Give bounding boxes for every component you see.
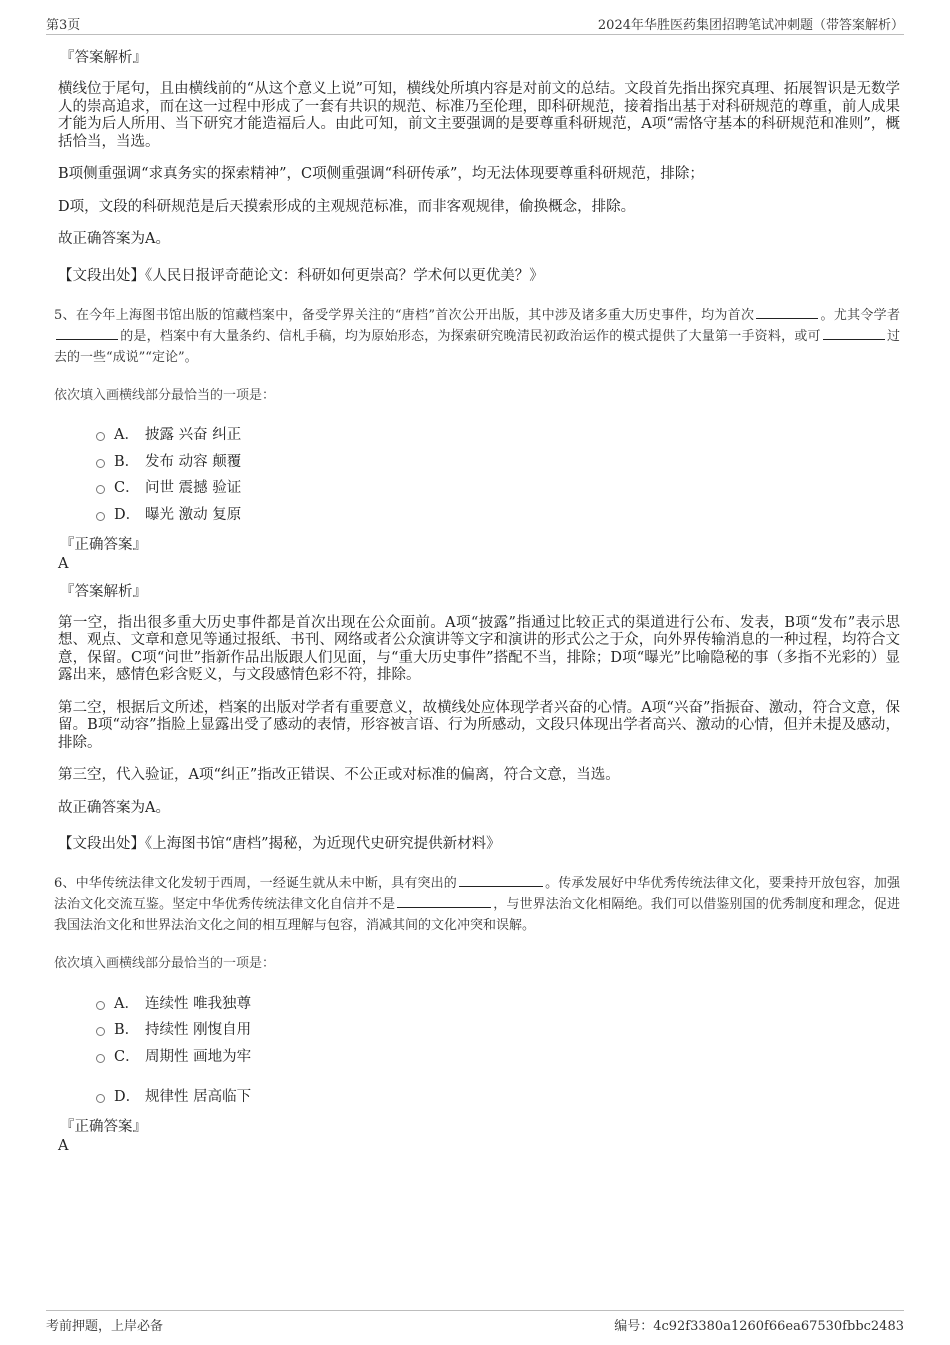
radio-icon[interactable]: [96, 459, 105, 468]
option-text: 周期性 画地为牢: [145, 1048, 252, 1065]
option-letter: A．: [114, 427, 139, 444]
page-footer: [46, 1310, 904, 1334]
correct-answer-label: 『正确答案』: [60, 1119, 147, 1135]
analysis-conclusion: 故正确答案为A。: [58, 231, 170, 247]
analysis-label: 『答案解析』: [60, 583, 147, 600]
option-text: 发布 动容 颠覆: [145, 453, 242, 470]
option-text: 连续性 唯我独尊: [145, 995, 252, 1012]
stem-text: ，与世界法治文化相隔绝。我们可以借鉴别国的优秀制度和理念，促进我国法治文化和世界法治文化之间的相互理解与包容，消减其间的文化冲突和误解。: [54, 897, 900, 933]
option-text: 问世 震撼 验证: [145, 480, 242, 497]
analysis-paragraph: D项，文段的科研规范是后天摸索形成的主观规范标准，而非客观规律，偷换概念，排除。: [58, 198, 636, 215]
fill-blank: [397, 895, 491, 908]
fill-blank: [459, 874, 543, 887]
analysis-paragraph: 横线位于尾句，且由横线前的“从这个意义上说”可知，横线处所填内容是对前文的总结。文段首先指出探究真理、拓展智识是无数学人的崇高追求，而在这一过程中形成了一套有共识的规范、标准乃至伦理，即科研规范，接着指出基于对科研规范的尊重，前人成果才能为后人所用、当下研究才能造福后人。由此可知，前文主要强调的是要尊重科研规范，A项“需恪守基本的科研规范和准则”，概括恰当，当选。: [58, 81, 900, 150]
question-6-stem: [54, 873, 900, 936]
radio-icon[interactable]: [96, 1054, 105, 1063]
option-a[interactable]: [96, 421, 900, 448]
footer-slogan: 考前押题，上岸必备: [46, 1319, 164, 1334]
option-text: 规律性 居高临下: [145, 1089, 252, 1106]
fill-blank: [823, 327, 885, 340]
correct-answer: A: [58, 555, 69, 572]
analysis-paragraph: 第三空，代入验证，A项“纠正”指改正错误、不公正或对标准的偏离，符合文意，当选。: [58, 767, 620, 783]
analysis-paragraph: B项侧重强调“求真务实的探索精神”，C项侧重强调“科研传承”，均无法体现要尊重科研规范，排除；: [58, 166, 704, 182]
analysis-conclusion: 故正确答案为A。: [58, 799, 170, 816]
correct-answer-label: 『正确答案』: [60, 536, 147, 553]
radio-icon[interactable]: [96, 432, 105, 441]
page-number: 第3页: [46, 18, 81, 33]
source-citation: 【文段出处】《上海图书馆“唐档”揭秘，为近现代史研究提供新材料》: [58, 836, 501, 852]
analysis-label: 『答案解析』: [60, 50, 147, 66]
question-instruction: 依次填入画横线部分最恰当的一项是：: [54, 387, 276, 403]
option-letter: B．: [114, 1022, 140, 1039]
question-5-options: [96, 421, 900, 527]
option-text: 披露 兴奋 纠正: [145, 427, 242, 444]
option-letter: B．: [114, 453, 140, 470]
fill-blank: [56, 327, 118, 340]
option-letter: C．: [114, 480, 140, 497]
radio-icon[interactable]: [96, 1001, 105, 1010]
option-letter: C．: [114, 1048, 140, 1065]
question-5-stem: [54, 305, 900, 368]
option-letter: D．: [114, 506, 141, 523]
option-text: 曝光 激动 复原: [145, 506, 242, 523]
document-body: [56, 46, 900, 1162]
question-6-options: [96, 989, 900, 1109]
stem-text: 过去的一些“成说”“定论”。: [54, 328, 900, 365]
analysis-paragraph: 第一空，指出很多重大历史事件都是首次出现在公众面前。A项“披露”指通过比较正式的渠道进行公布、发表，B项“发布”表示思想、观点、文章和意见等通过报纸、书刊、网络或者公众演讲等文字和演讲的形式公之于众，向外界传输消息的一种过程，均符合文意，保留。C项“问世”指新作品出版跟人们见面，与“重大历史事件”搭配不当，排除；D项“曝光”比喻隐秘的事（多指不光彩的）显露出来，感情色彩含贬义，与文段感情色彩不符，排除。: [58, 614, 900, 683]
stem-text: 5、在今年上海图书馆出版的馆藏档案中，备受学界关注的“唐档”首次公开出版，其中涉及诸多重大历史事件，均为首次: [54, 307, 755, 323]
option-a[interactable]: [96, 989, 900, 1016]
option-c[interactable]: [96, 1042, 900, 1069]
question-instruction: 依次填入画横线部分最恰当的一项是：: [54, 956, 276, 971]
fill-blank: [756, 306, 818, 319]
option-letter: A．: [114, 995, 139, 1012]
analysis-paragraph: 第二空，根据后文所述，档案的出版对学者有重要意义，故横线处应体现学者兴奋的心情。A项“兴奋”指振奋、激动，符合文意，保留。B项“动容”指脸上显露出受了感动的表情，形容被言语、行为所感动，文段只体现出学者高兴、激动的心情，但并未提及感动，排除。: [58, 699, 900, 751]
option-d[interactable]: [96, 1083, 900, 1110]
radio-icon[interactable]: [96, 512, 105, 521]
stem-text: 的是，档案中有大量条约、信札手稿，均为原始形态，为探索研究晚清民初政治运作的模式提供了大量第一手资料，或可: [120, 328, 821, 344]
stem-text: 。尤其令学者: [820, 307, 900, 323]
option-d[interactable]: [96, 500, 900, 527]
radio-icon[interactable]: [96, 485, 105, 494]
option-c[interactable]: [96, 474, 900, 501]
radio-icon[interactable]: [96, 1027, 105, 1036]
option-b[interactable]: [96, 1016, 900, 1043]
option-text: 持续性 刚愎自用: [145, 1022, 252, 1039]
correct-answer: A: [58, 1138, 69, 1154]
radio-icon[interactable]: [96, 1094, 105, 1103]
source-citation: 【文段出处】《人民日报评奇葩论文：科研如何更崇高？学术何以更优美？》: [58, 267, 544, 284]
stem-text: 6、中华传统法律文化发轫于西周，一经诞生就从未中断，具有突出的: [54, 876, 457, 891]
page-header: [46, 14, 904, 35]
document-title: 2024年华胜医药集团招聘笔试冲刺题（带答案解析）: [597, 18, 904, 33]
stem-text: 。传承发展好中华优秀传统法律文化，要秉持开放包容，加强法治文化交流互鉴。坚定中华优秀传统法律文化自信并不是: [54, 876, 900, 912]
option-b[interactable]: [96, 447, 900, 474]
document-id: 编号：4c92f3380a1260f66ea67530fbbc2483: [614, 1319, 904, 1334]
option-letter: D．: [114, 1089, 141, 1106]
